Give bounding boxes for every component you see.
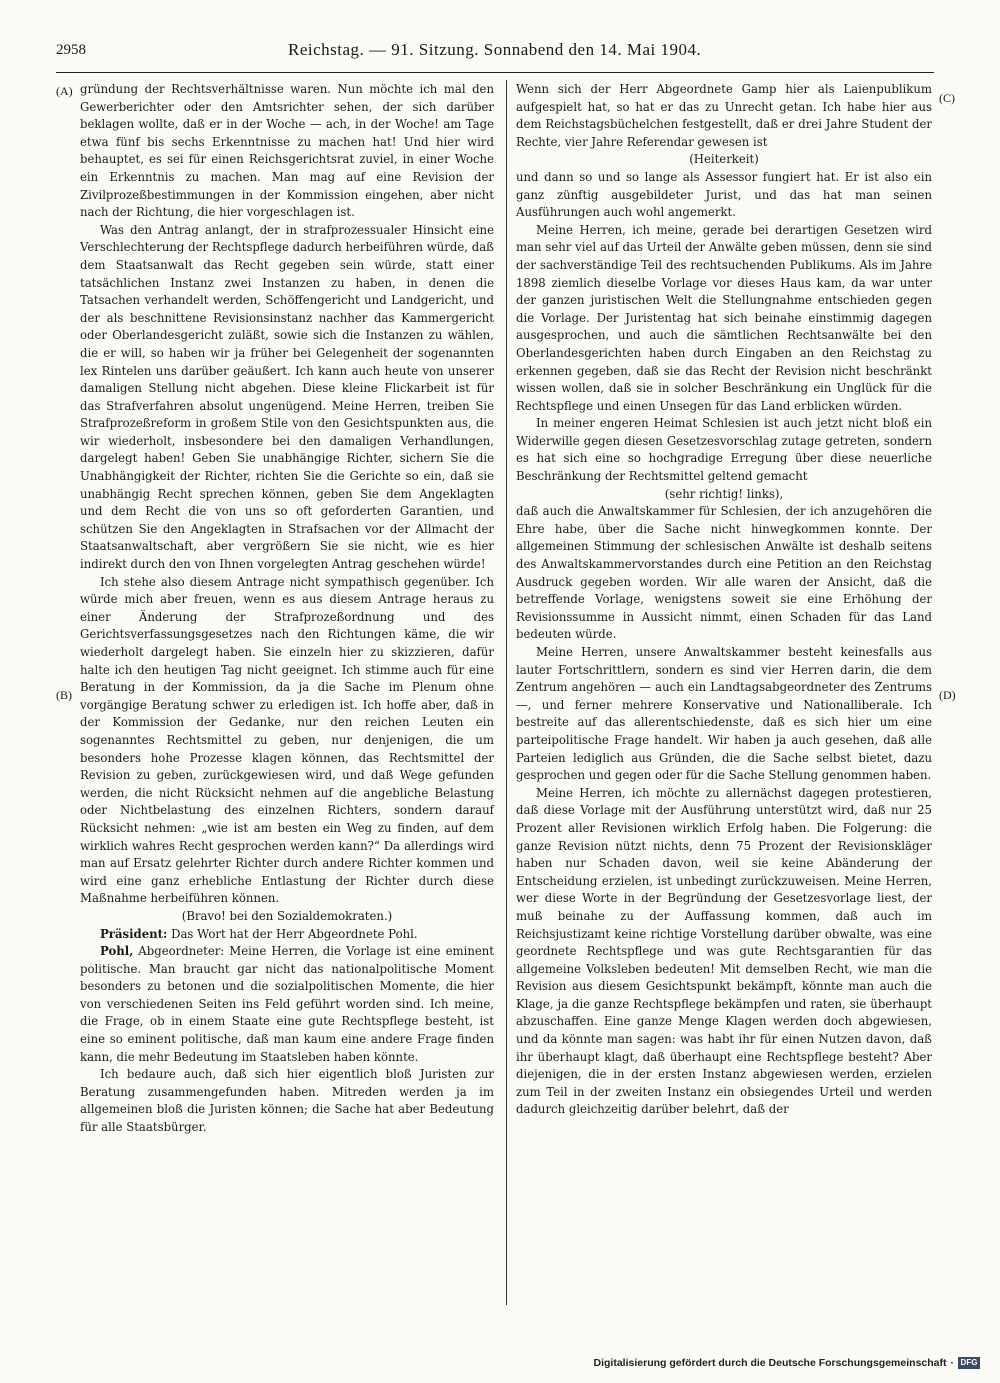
paragraph: Ich bedaure auch, daß sich hier eigentlich bloß Juristen zur Beratung zusammengefunden haben. Mitreden werden ja im allgemeinen bloß die Juristen können; die Sache hat aber Bedeutung für alle Staatsbürger.	[80, 1067, 494, 1135]
margin-marker-b: (B)	[56, 688, 72, 702]
speaker-name: Präsident:	[100, 926, 168, 941]
paragraph: Meine Herren, unsere Anwaltskammer besteht keinesfalls aus lauter Fortschrittlern, sondern es sind vier Herren darin, die dem Zentrum angehören — auch ein Landtagsabgeordneter des Zentrums —, und ferner mehrere Konservative und Nationalliberale. Ich bestreite auf das allerentschiedenste, daß es sich hier um eine parteipolitische Frage handelt. Wir haben ja auch gesehen, daß alle Parteien lediglich aus Gründen, die die Sache selbst bietet, dazu gesprochen und gegen oder für die Sache Stellung genommen haben.	[516, 645, 932, 783]
paragraph	[80, 943, 494, 1066]
left-column	[80, 81, 494, 1137]
margin-marker-d: (D)	[939, 688, 956, 702]
paragraph: gründung der Rechtsverhältnisse waren. Nun möchte ich mal den Gewerberichter oder den Amtsrichter sehen, der sich darüber beklagen wollte, daß er in der Woche — ach, in der Woche! am Tage etwa fünf bis sechs Erkenntnisse zu machen hat! Und hier wird behauptet, es sei für einen Reichsgerichtsrat zuviel, in einer Woche ein Erkenntnis zu machen. Man mag auf eine Revision der Zivilprozeßbestimmungen in der Kommission eingehen, aber nicht nach der Richtung, die hier vorgeschlagen ist.	[80, 82, 494, 220]
paragraph: Wenn sich der Herr Abgeordnete Gamp hier als Laienpublikum aufgespielt hat, so hat er das zu Unrecht getan. Ich habe hier aus dem Reichstagsbüchelchen festgestellt, daß er drei Jahre Student der Rechte, vier Jahre Referendar gewesen ist	[516, 82, 932, 149]
running-title: Reichstag. — 91. Sitzung. Sonnabend den 14. Mai 1904.	[288, 40, 702, 59]
footer-text: Digitalisierung gefördert durch die Deutsche Forschungsgemeinschaft	[593, 1357, 947, 1369]
paragraph: Was den Antrag anlangt, der in strafprozessualer Hinsicht eine Verschlechterung der Rechtspflege dadurch herbeiführen würde, daß dem Staatsanwalt das Recht gegeben sein würde, statt einer tatsächlichen Instanz zwei Instanzen zu haben, in denen die Tatsachen verhandelt werden, Schöffengericht und Landgericht, und der als beschnittene Revisionsinstanz nachher das Kammergericht oder Oberlandesgericht zuläßt, sowie sich die Instanzen zu wählen, die er will, so haben wir ja früher bei Gelegenheit der sogenannten lex Rintelen uns darüber geäußert. Ich kann auch heute von unserer damaligen Stellung nicht abgehen. Diese kleine Flickarbeit ist für das Strafverfahren absolut ungenügend. Meine Herren, treiben Sie Strafprozeßreform in großem Stile von den Gesichtspunkten aus, die wir wiederholt, insbesondere bei den damaligen Verhandlungen, dargelegt haben! Geben Sie unabhängige Richter, sichern Sie die Unabhängigkeit der Richter, richten Sie die Gerichte so ein, daß sie unabhängig Recht sprechen können, geben Sie dem Angeklagten und dem Recht die von uns so oft geforderten Garantien, und schützen Sie den Angeklagten in Strafsachen vor der Allmacht der Staatsanwaltschaft, aber vergrößern Sie sie nicht, wie es hier indirekt durch den von Ihnen vorgelegten Antrag geschehen würde!	[80, 222, 494, 572]
page-number: 2958	[56, 42, 86, 58]
paragraph: Ich stehe also diesem Antrage nicht sympathisch gegenüber. Ich würde mich aber freuen, wenn es aus diesem Antrage heraus zu einer Änderung der Strafprozeßordnung und des Gerichtsverfassungsgesetzes nach den Richtungen käme, die wir wiederholt dargelegt haben. Sie einzeln hier zu skizzieren, dafür halte ich den heutigen Tag nicht geeignet. Ich stimme auch für eine Beratung in der Kommission, da ja die Sache im Plenum ohne vorgängige Beratung schwer zu erledigen ist. Ich hoffe aber, daß in der Kommission der Gedanke, nur den reichen Leuten ein sogenanntes Rechtsmittel zu geben, nur denjenigen, die um besonders hohe Prozesse klagen können, das Rechtsmittel der Revision zu geben, zurückgewiesen wird, und daß Wege gefunden werden, die nicht Rücksicht nehmen auf die angebliche Belastung oder Nichtbelastung des einzelnen Richters, sondern darauf Rücksicht nehmen: „wie ist am besten ein Weg zu finden, auf dem wirklich wahres Recht gesprochen werden kann?“ Da allerdings wird man auf Ersatz gelehrter Richter durch andere Richter kommen und wird eine ganz erhebliche Entlastung der Richter durch diese Maßnahme herbeiführen können.	[80, 574, 494, 906]
paragraph: daß auch die Anwaltskammer für Schlesien, der ich anzugehören die Ehre habe, über die Sache nicht hinwegkommen konnte. Der allgemeinen Stimmung der schlesischen Anwälte ist deshalb seitens des Anwaltskammervorstandes durch eine Petition an den Reichstag Ausdruck gegeben worden. Wir alle waren der Ansicht, daß die betreffende Vorlage, wenigstens soweit sie eine Erhöhung der Revisionssumme in Aussicht nimmt, einen Schaden für das Land bedeuten würde.	[516, 504, 932, 642]
page-header	[56, 38, 932, 66]
footer-credit: Digitalisierung gefördert durch die Deutsche Forschungsgemeinschaft · DFG	[594, 1357, 980, 1369]
speech-text: Abgeordneter: Meine Herren, die Vorlage ist eine eminent politische. Man braucht gar nicht das nationalpolitische Moment besonders zu betonen und die sozialpolitischen Momente, die hier von verschiedenen Seiten ins Feld geführt worden sind. Ich meine, die Frage, ob in einem Staate eine gute Rechtspflege besteht, ist eine so eminent politische, daß man kaum eine andere Frage finden kann, die mehr Bedeutung im Staatsleben haben könnte.	[80, 944, 494, 1064]
paragraph: (Heiterkeit)	[689, 152, 759, 167]
margin-marker-c: (C)	[939, 91, 955, 105]
right-column	[516, 81, 932, 1119]
speech-text: Das Wort hat der Herr Abgeordnete Pohl.	[167, 926, 418, 941]
dfg-logo-icon: DFG	[958, 1357, 980, 1369]
header-rule	[56, 72, 934, 73]
paragraph: (Bravo! bei den Sozialdemokraten.)	[181, 908, 393, 923]
speaker-name: Pohl,	[100, 944, 134, 959]
paragraph: (sehr richtig! links),	[664, 486, 784, 501]
paragraph: und dann so und so lange als Assessor fungiert hat. Er ist also ein ganz zünftig ausgebildeter Jurist, und das hat man seinen Ausführungen auch wohl angemerkt.	[516, 169, 932, 220]
paragraph: Meine Herren, ich möchte zu allernächst dagegen protestieren, daß diese Vorlage mit der Ausführung unterstützt wird, daß nur 25 Prozent aller Revisionen wirklich Erfolg haben. Die Folgerung: die ganze Revision nützt nichts, denn 75 Prozent der Revisionskläger haben nur Schaden davon, weil sie keine Abänderung der Entscheidung erzielen, ist unbedingt zurückzuweisen. Meine Herren, wer diese Worte in der Begründung der Gesetzesvorlage liest, der muß beinahe zu der Auffassung kommen, daß auch im Reichsjustizamt keine richtige Vorstellung darüber obwalte, was eine geordnete Rechtspflege und was gute Rechtsgarantien für das allgemeine Volksleben bedeuten! Mit demselben Recht, wie man die Revision aus diesem Gesichtspunkt bekämpft, könnte man auch die Klage, ja die ganze Rechtspflege bekämpfen und raten, sie überhaupt abzuschaffen. Eine ganze Menge Klagen werden doch abgewiesen, und da könnte man sagen: was habt ihr für einen Nutzen davon, daß ihr überhaupt klagt, daß überhaupt eine Rechtspflege besteht? Aber diejenigen, die in der ersten Instanz abgewiesen werden, erzielen zum Teil in der zweiten Instanz ein obsiegendes Urteil und werden dadurch gleichzeitig darüber belehrt, daß der	[516, 785, 932, 1117]
margin-marker-a: (A)	[56, 84, 73, 98]
column-divider	[506, 80, 507, 1305]
paragraph	[80, 926, 494, 944]
paragraph: Meine Herren, ich meine, gerade bei derartigen Gesetzen wird man sehr viel auf das Urteil der Anwälte geben müssen, denn sie sind der sachverständige Teil des rechtsuchenden Publikums. Als im Jahre 1898 ziemlich dieselbe Vorlage vor dieses Haus kam, da war unter der ganzen juristischen Welt die Stellungnahme entschieden gegen die Vorlage. Der Juristentag hat sich beinahe einstimmig dagegen ausgesprochen, und auch die sämtlichen Rechtsanwälte bei den Oberlandesgerichten haben durch Eingaben an den Reichstag zu erkennen gegeben, daß sie das Recht der Revision nicht beschränkt wissen wollen, daß sie in solcher Beschränkung ein Unglück für die Rechtspflege und einen Unsegen für das Land erblicken würden.	[516, 222, 932, 413]
paragraph: In meiner engeren Heimat Schlesien ist auch jetzt nicht bloß ein Widerwille gegen diesen Gesetzesvorschlag zutage getreten, sondern es hat sich eine so hochgradige Erregung über diese neuerliche Beschränkung der Rechtsmittel geltend gemacht	[516, 416, 932, 484]
